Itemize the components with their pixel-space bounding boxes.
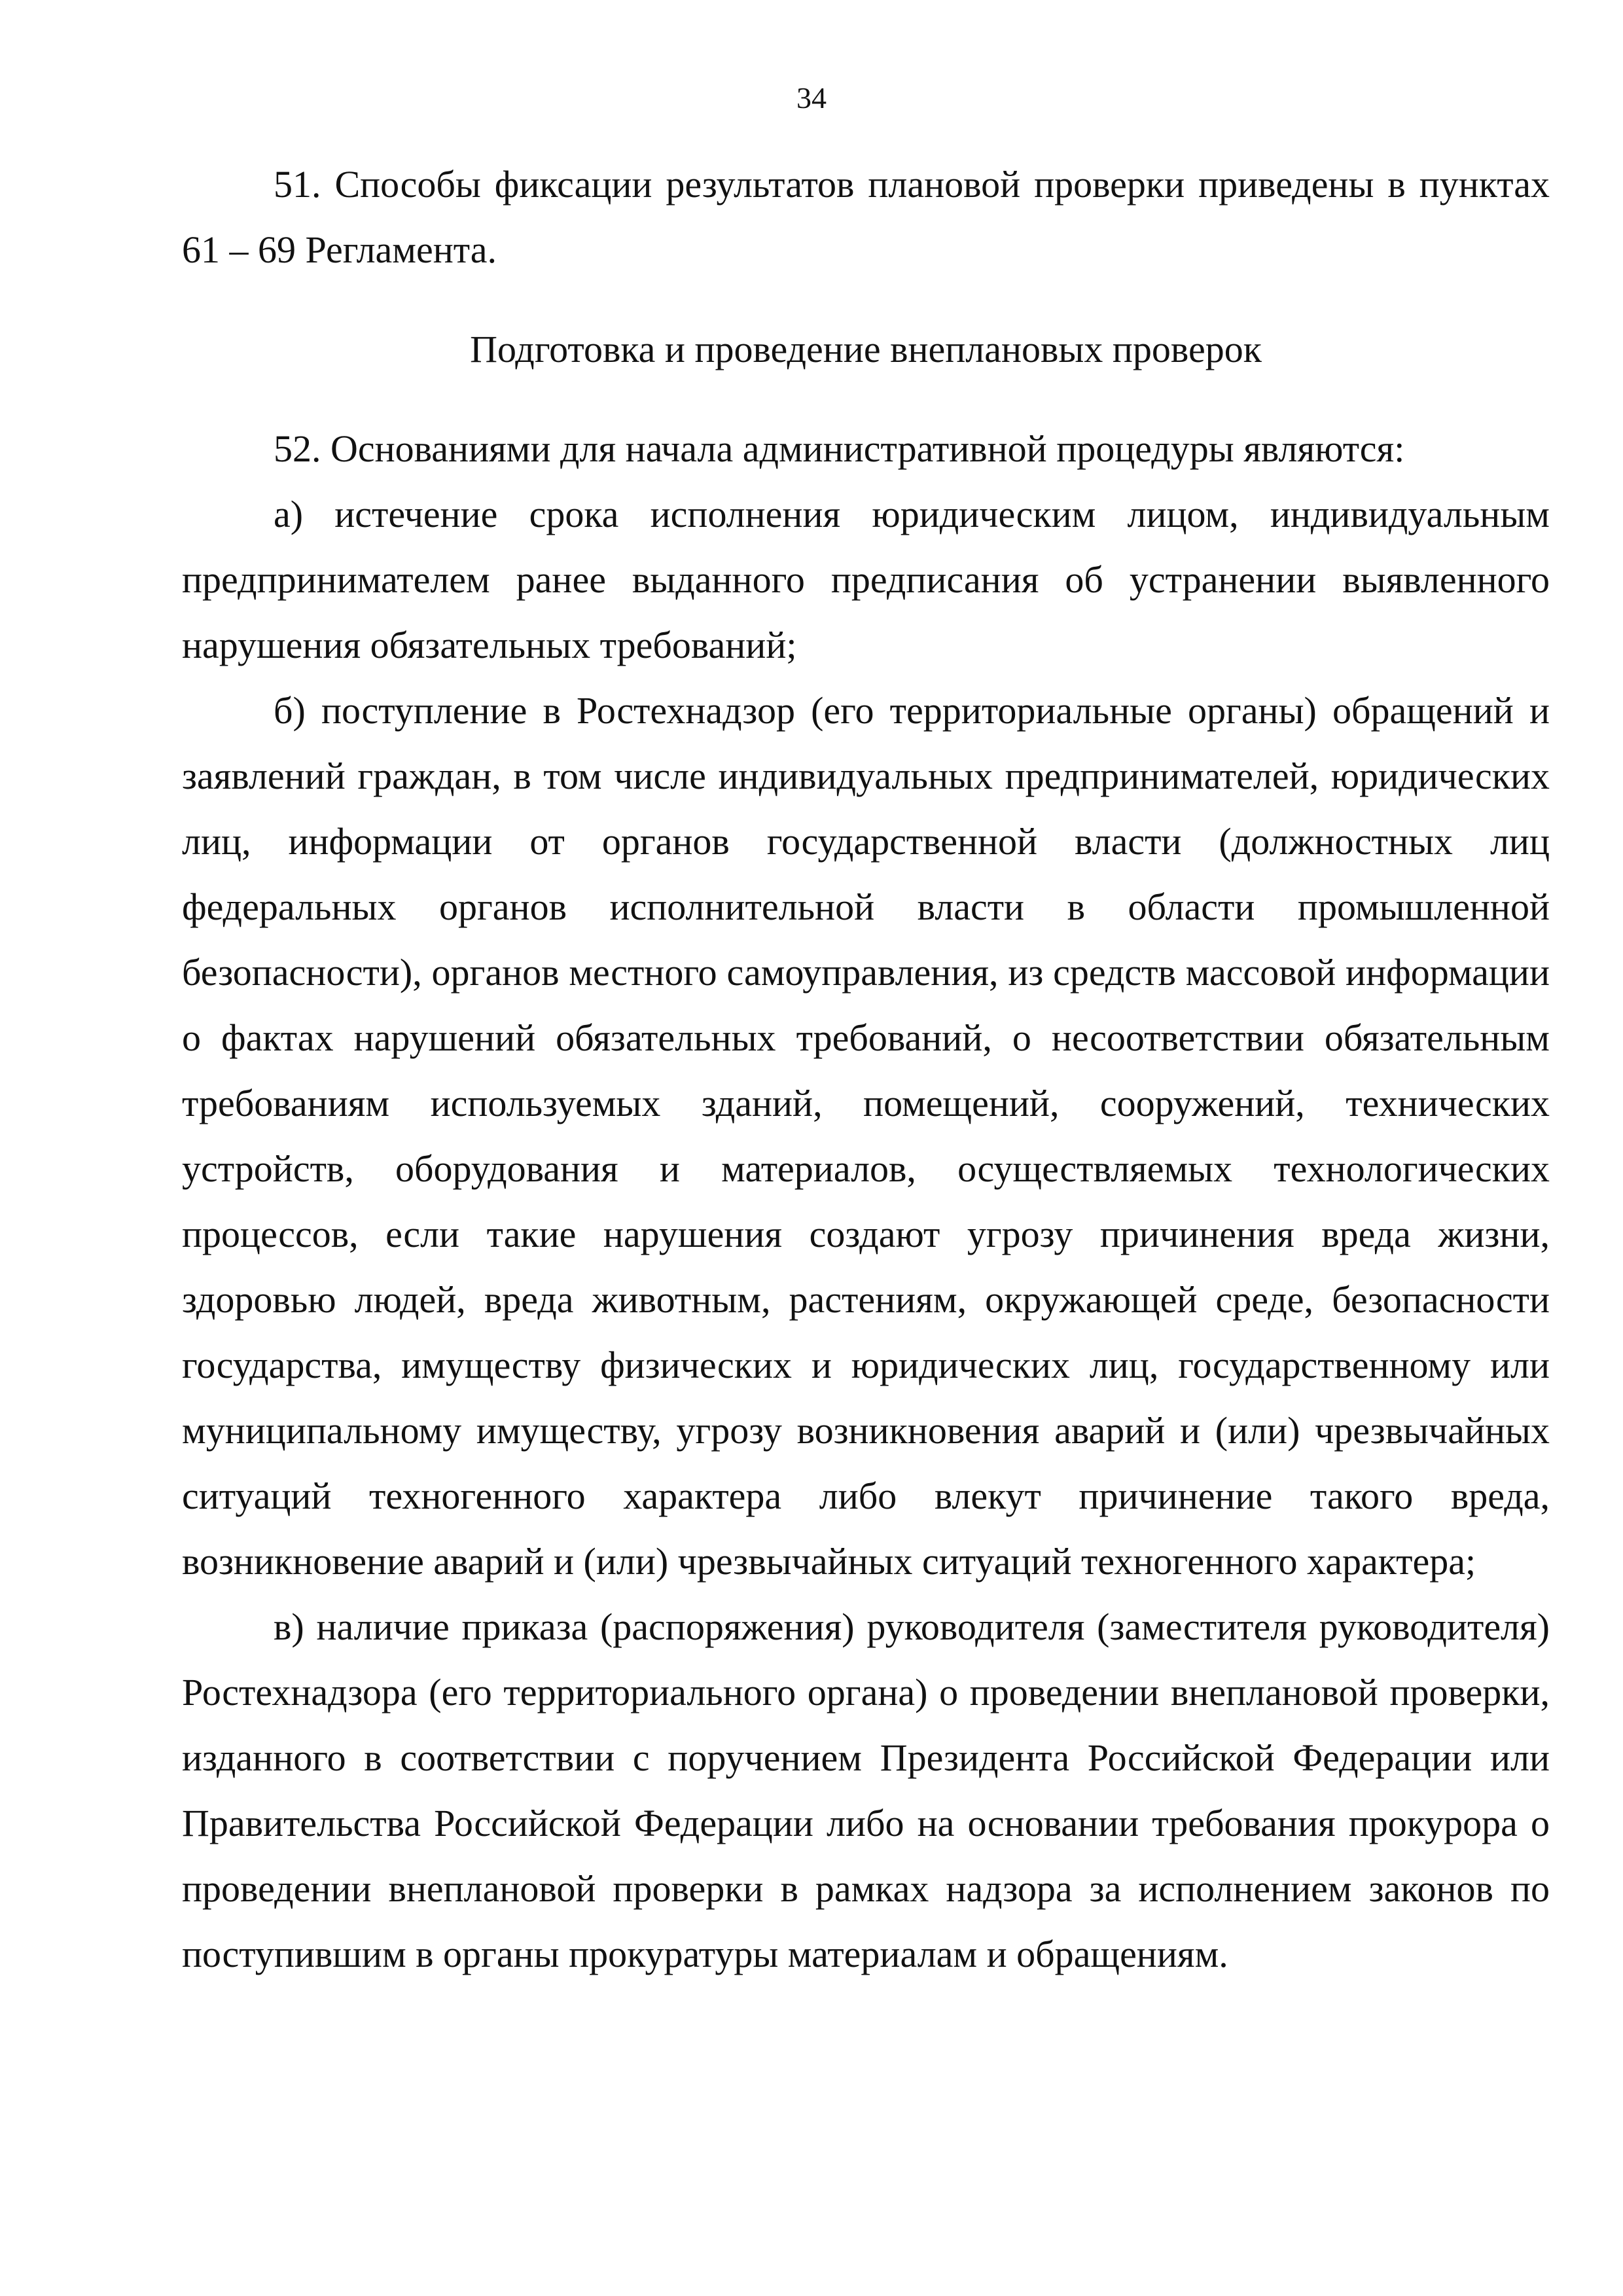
paragraph-51: 51. Способы фиксации результатов плановой проверки приведены в пунктах 61 – 69 Регламента. bbox=[182, 163, 1550, 271]
list-item-a: а) истечение срока исполнения юридическим лицом, индивидуальным предпринимателем ранее выданного предписания об устранении выявленного нарушения обязательных требований; bbox=[182, 493, 1550, 666]
paragraph-52: 52. Основаниями для начала административной процедуры являются: bbox=[274, 427, 1405, 470]
list-item-b: б) поступление в Ростехнадзор (его территориальные органы) обращений и заявлений граждан, в том числе индивидуальных предпринимателей, юридических лиц, информации от органов государственной власти (должностных лиц федеральных органов исполнительной власти в области промышленной безопасности), органов местного самоуправления, из средств массовой информации о фактах нарушений обязательных требований, о несоответствии обязательным требованиям используемых зданий, помещений, сооружений, технических устройств, оборудования и материалов, осуществляемых технологических процессов, если такие нарушения создают угрозу причинения вреда жизни, здоровью людей, вреда животным, растениям, окружающей среде, безопасности государства, имуществу физических и юридических лиц, государственному или муниципальному имуществу, угрозу возникновения аварий и (или) чрезвычайных ситуаций техногенного характера либо влекут причинение такого вреда, возникновение аварий и (или) чрезвычайных ситуаций техногенного характера; bbox=[182, 689, 1550, 1583]
page-number: 34 bbox=[796, 81, 827, 115]
section-heading: Подготовка и проведение внеплановых проверок bbox=[470, 328, 1262, 370]
list-item-v: в) наличие приказа (распоряжения) руководителя (заместителя руководителя) Ростехнадзора (его территориального органа) о проведении внеплановой проверки, изданного в соответствии с поручением Президента Российской Федерации или Правительства Российской Федерации либо на основании требования прокурора о проведении внеплановой проверки в рамках надзора за исполнением законов по поступившим в органы прокуратуры материалам и обращениям. bbox=[182, 1605, 1550, 1975]
document-body bbox=[182, 152, 1550, 1987]
